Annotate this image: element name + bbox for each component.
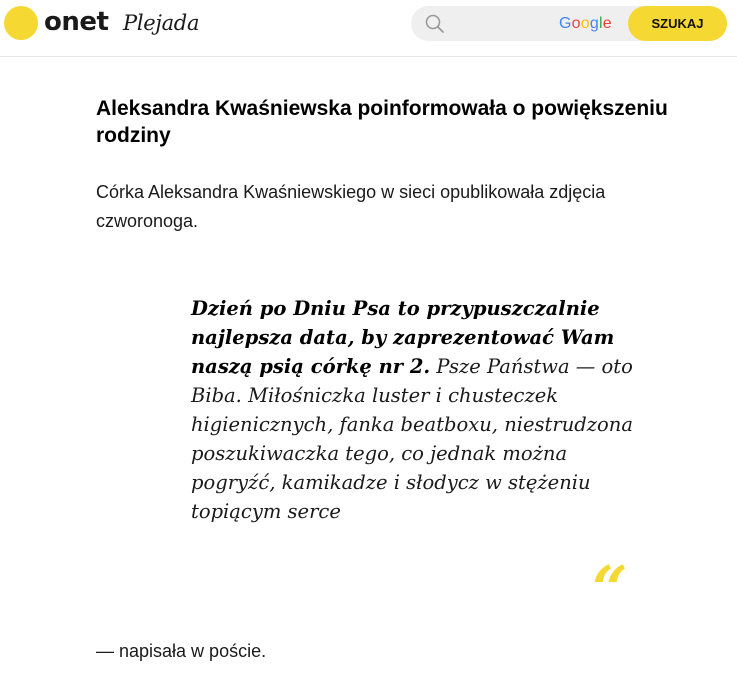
onet-logo-dot-icon[interactable] <box>4 6 38 40</box>
search-input[interactable] <box>455 12 559 36</box>
google-logo-letter: o <box>580 15 590 32</box>
search-icon <box>425 14 445 34</box>
onet-logo-text[interactable]: onet <box>44 7 109 37</box>
quotation-mark-icon: “ <box>592 552 628 625</box>
article-lead: Córka Aleksandra Kwaśniewskiego w sieci opublikowała zdjęcia czworonoga. <box>96 182 606 231</box>
google-logo-letter: o <box>571 15 581 32</box>
article-closing-text: — napisała w poście. <box>96 641 267 661</box>
plejada-brand-logo[interactable]: Plejada <box>123 11 200 35</box>
article-headline: Aleksandra Kwaśniewska poinformowała o powiększeniu rodziny <box>96 97 668 147</box>
search-button[interactable]: SZUKAJ <box>628 6 727 41</box>
quote-bold-text: Dzień po Dniu Psa to przypuszczalnie najlepsza data, by zaprezentować Wam naszą psią córkę nr 2. <box>191 297 615 378</box>
site-header <box>0 0 737 57</box>
google-logo-letter: G <box>559 15 572 32</box>
google-logo-letter: e <box>602 15 612 32</box>
quote-rest-text: Psze Państwa — oto Biba. Miłośniczka luster i chusteczek higienicznych, fanka beatboxu, niestrudzona poszukiwaczka tego, co jednak można pogryźć, kamikadze i słodycz w stężeniu topiącym serce <box>191 355 633 523</box>
google-logo <box>559 14 612 34</box>
instagram-quote <box>191 294 641 526</box>
google-logo-letter: l <box>598 15 603 32</box>
google-logo-letter: g <box>589 15 599 32</box>
search-bar <box>411 6 727 41</box>
